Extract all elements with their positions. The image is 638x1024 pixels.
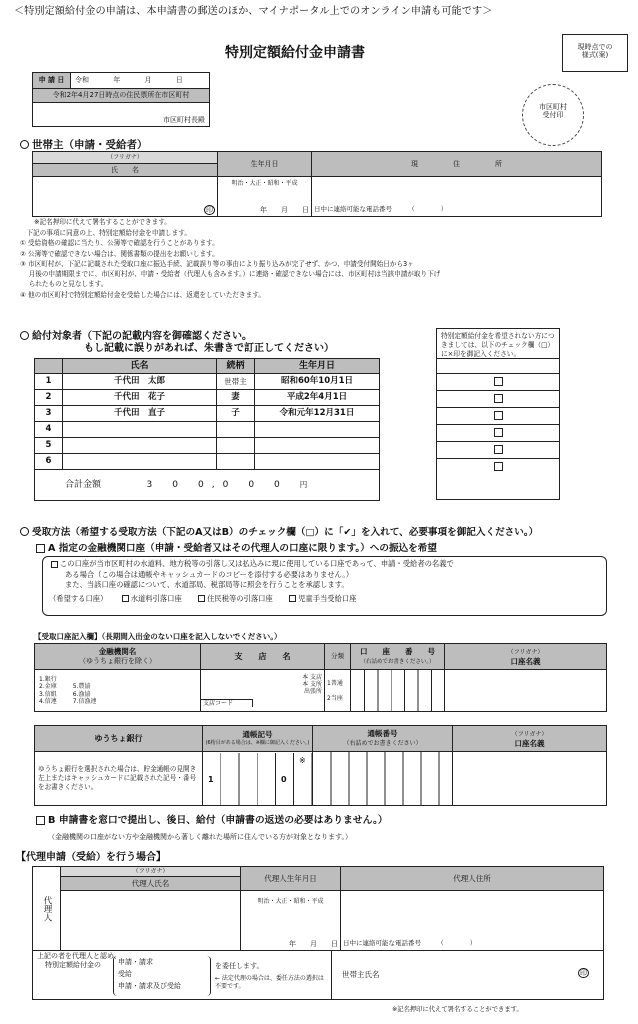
recipient-row: 6: [35, 454, 380, 470]
same-account-checkbox[interactable]: [51, 561, 58, 568]
total-label: 合計金額: [35, 470, 217, 501]
basis-label: 令和2年4月27日時点の住民票所在市区町村: [33, 89, 210, 103]
decline-box: 特別定額給付金を希望されない方につきましては、以下のチェック欄（□）に×印を御記入ください。: [436, 328, 560, 500]
recipient-row: 5: [35, 438, 380, 454]
yucho-code-field[interactable]: 1 0 ※: [203, 752, 313, 806]
bank-name-field[interactable]: 1.銀行 2.金庫 5.農協 3.信組 6.漁協 4.信連 7.信漁連: [35, 670, 201, 712]
date-field[interactable]: 令和 年 月 日: [71, 73, 210, 89]
child-account-checkbox[interactable]: [289, 595, 296, 602]
decline-checkbox-2[interactable]: [494, 394, 503, 403]
reception-stamp-area: 市区町村 受付印: [522, 84, 584, 146]
decline-checkbox-6[interactable]: [494, 462, 503, 471]
total-row: [35, 470, 380, 501]
seal-icon: 印: [206, 205, 213, 214]
decline-checkbox-4[interactable]: [494, 428, 503, 437]
mayor-addressee: 市区町村長殿: [33, 103, 210, 127]
total-amount: 3 0 0 , 0 0 0 円: [217, 470, 380, 501]
option-a: A 指定の金融機関口座（申請・受給者又はその代理人の口座に限ります。）への振込を希望: [36, 543, 437, 555]
proxy-sign-note: ※記名押印に代えて署名することができます。: [392, 1006, 523, 1013]
proxy-birth-field[interactable]: 年 月 日: [241, 913, 341, 951]
head-section-title: 世帯主（申請・受給者）: [20, 139, 148, 152]
consent-notes: 下記の事項に同意の上、特別定額給付金を申請します。 ① 受給資格の確認に当たり、公簿等で確認を行うことがあります。 ② 公簿等で確認できない場合は、関係書類の提出をお願いします。 ③ 市区町村が、下記に記載された受取口座に振込手続、記載誤り等の事由により振り込みが完了せず、かつ、申請受付開始日から3ヶ 月後の申請期限までに、市区町村が、申請・受給者（代理人も含みます。）に連絡・確認できない場合には、市区町村は当該申請が取り下げ られたものと見なします。 ④ 他の市区町村で特別定額給付金を受給した場合には、返還をしていただきます。: [20, 229, 441, 299]
head-signature-field[interactable]: 世帯主氏名 印: [331, 950, 605, 1000]
proxy-era-options[interactable]: 明治・大正・昭和・平成: [241, 891, 341, 913]
date-label: 申 請 日: [33, 73, 71, 89]
head-table: （フリガナ） 生年月日 現 住 所 氏 名 印 明治・大正・昭和・平成 日中に連絡可能な電話番号 （ ） 年 月 日: [32, 151, 602, 217]
decline-checkbox-5[interactable]: [494, 445, 503, 454]
recipient-row: 1 千代田 太郎 世帯主 昭和60年10月1日: [35, 374, 380, 390]
yucho-holder-field[interactable]: [453, 752, 607, 806]
branch-name-field[interactable]: 本 支店 本 支所 出張所 支店コード: [201, 670, 325, 712]
proxy-name-field[interactable]: [61, 891, 241, 951]
yucho-number-field[interactable]: [313, 752, 453, 806]
recipient-row: 4: [35, 422, 380, 438]
recipients-table: 氏名 続柄 生年月日 1 千代田 太郎 世帯主 昭和60年10月1日 2 千代田 花子 妻 平成2年4月1日 3 千代田 直子 子 令和元年12月31日 4 5 6 合計金額 3 0 0 , 0 0 0 円: [34, 358, 380, 501]
tax-account-checkbox[interactable]: [198, 595, 205, 602]
account-number-field[interactable]: [351, 670, 445, 712]
option-b: B 申請書を窓口で提出し、後日、給付（申請書の返送の必要はありません。）: [36, 815, 388, 827]
option-b-note: （金融機関の口座がない方や金融機関から著しく離れた場所に住んでいる方が対象となります。）: [48, 833, 352, 841]
proxy-side-label: 代理人: [33, 867, 61, 951]
proxy-section-title: 【代理申請（受給）を行う場合】: [16, 852, 166, 863]
water-account-checkbox[interactable]: [122, 595, 129, 602]
proxy-table: 代理人 （フリガナ） 代理人生年月日 代理人住所 代理人氏名 明治・大正・昭和・平成 日中に連絡可能な電話番号 （ ） 年 月 日: [32, 866, 604, 951]
option-a-note-box: この口座が当市区町村の水道料、地方税等の引落し又は払込みに現に使用している口座であって、申請・受給者の名義で ある場合（この場合は通帳やキャッシュカードのコピーを添付する必要はありません。） また、当該口座の確認について、水道部局、税部局等に照会を行うことを承認します。 （希望する口座） 水道料引落口座 住民税等の引落口座 児童手当受給口座: [42, 556, 607, 616]
head-address-field[interactable]: 日中に連絡可能な電話番号 （ ）: [312, 176, 602, 216]
delegation-box: 上記の者を代理人と認め、 特別定額給付金の 申請・請求 受給 申請・請求及び受給 を委任します。 ← 法定代理の場合は、委任方法の選択は不要です。 世帯主氏名 印: [32, 950, 604, 1000]
sign-note: ※記名押印に代えて署名することができます。: [34, 218, 171, 226]
bank-section-title: 【受取口座記入欄】（長期間入出金のない口座を記入しないでください。）: [34, 632, 282, 641]
seal-icon: 印: [580, 969, 587, 977]
yucho-table: ゆうちょ銀行 通帳記号 (6桁目がある場合は、※欄に御記入ください。) 通帳番号 （右詰めでお書きください） （フリガナ） 口座名義 ゆうちょ銀行を選択された場合は、貯金通帳の見開き左上またはキャッシュカードに記載された記号・番号をお書きください。 1 0 ※: [34, 725, 607, 806]
recipient-row: 3 千代田 直子 子 令和元年12月31日: [35, 406, 380, 422]
option-a-checkbox[interactable]: [36, 544, 45, 553]
bank-table: 金融機関名 （ゆうちょ銀行を除く） 支 店 名 分類 口 座 番 号 （右詰めでお書きください。） （フリガナ） 口座名義 1.銀行 2.金庫 5.農協 3.信組 6.漁協 4.信連 7.信漁連 本 支店 本 支所 出張所 支店コード 1普通 2当座: [34, 643, 607, 712]
head-era-options[interactable]: 明治・大正・昭和・平成: [218, 176, 312, 190]
recipient-row: 2 千代田 花子 妻 平成2年4月1日: [35, 390, 380, 406]
account-holder-field[interactable]: [445, 670, 607, 712]
head-birth-field[interactable]: 年 月 日: [218, 190, 312, 216]
account-kind-field[interactable]: 1普通 2当座: [325, 670, 351, 712]
option-b-checkbox[interactable]: [36, 816, 45, 825]
form-title: 特別定額給付金申請書: [225, 45, 365, 61]
proxy-address-field[interactable]: 日中に連絡可能な電話番号 （ ）: [341, 891, 604, 951]
head-name-field[interactable]: [33, 176, 218, 216]
recipients-section-title: 給付対象者（下記の記載内容を御確認ください。 もし記載に誤りがあれば、朱書きで訂正してください）: [20, 331, 334, 355]
banner-text: ＜特別定額給付金の申請は、本申請書の郵送のほか、マイナポータル上でのオンライン申請も可能です＞: [14, 6, 493, 17]
receipt-section-title: 受取方法（希望する受取方法（下記のA又はB）のチェック欄（□）に「✔」を入れて、必要事項を御記入ください。）: [20, 527, 538, 539]
draft-note: 現時点での 様式(案): [562, 34, 628, 72]
delegation-options[interactable]: 申請・請求 受給 申請・請求及び受給: [113, 956, 211, 996]
application-date-table: [32, 72, 210, 127]
decline-checkbox-1[interactable]: [494, 377, 503, 386]
yucho-note: ゆうちょ銀行を選択された場合は、貯金通帳の見開き左上またはキャッシュカードに記載された記号・番号をお書きください。: [35, 752, 203, 806]
decline-checkbox-3[interactable]: [494, 411, 503, 420]
